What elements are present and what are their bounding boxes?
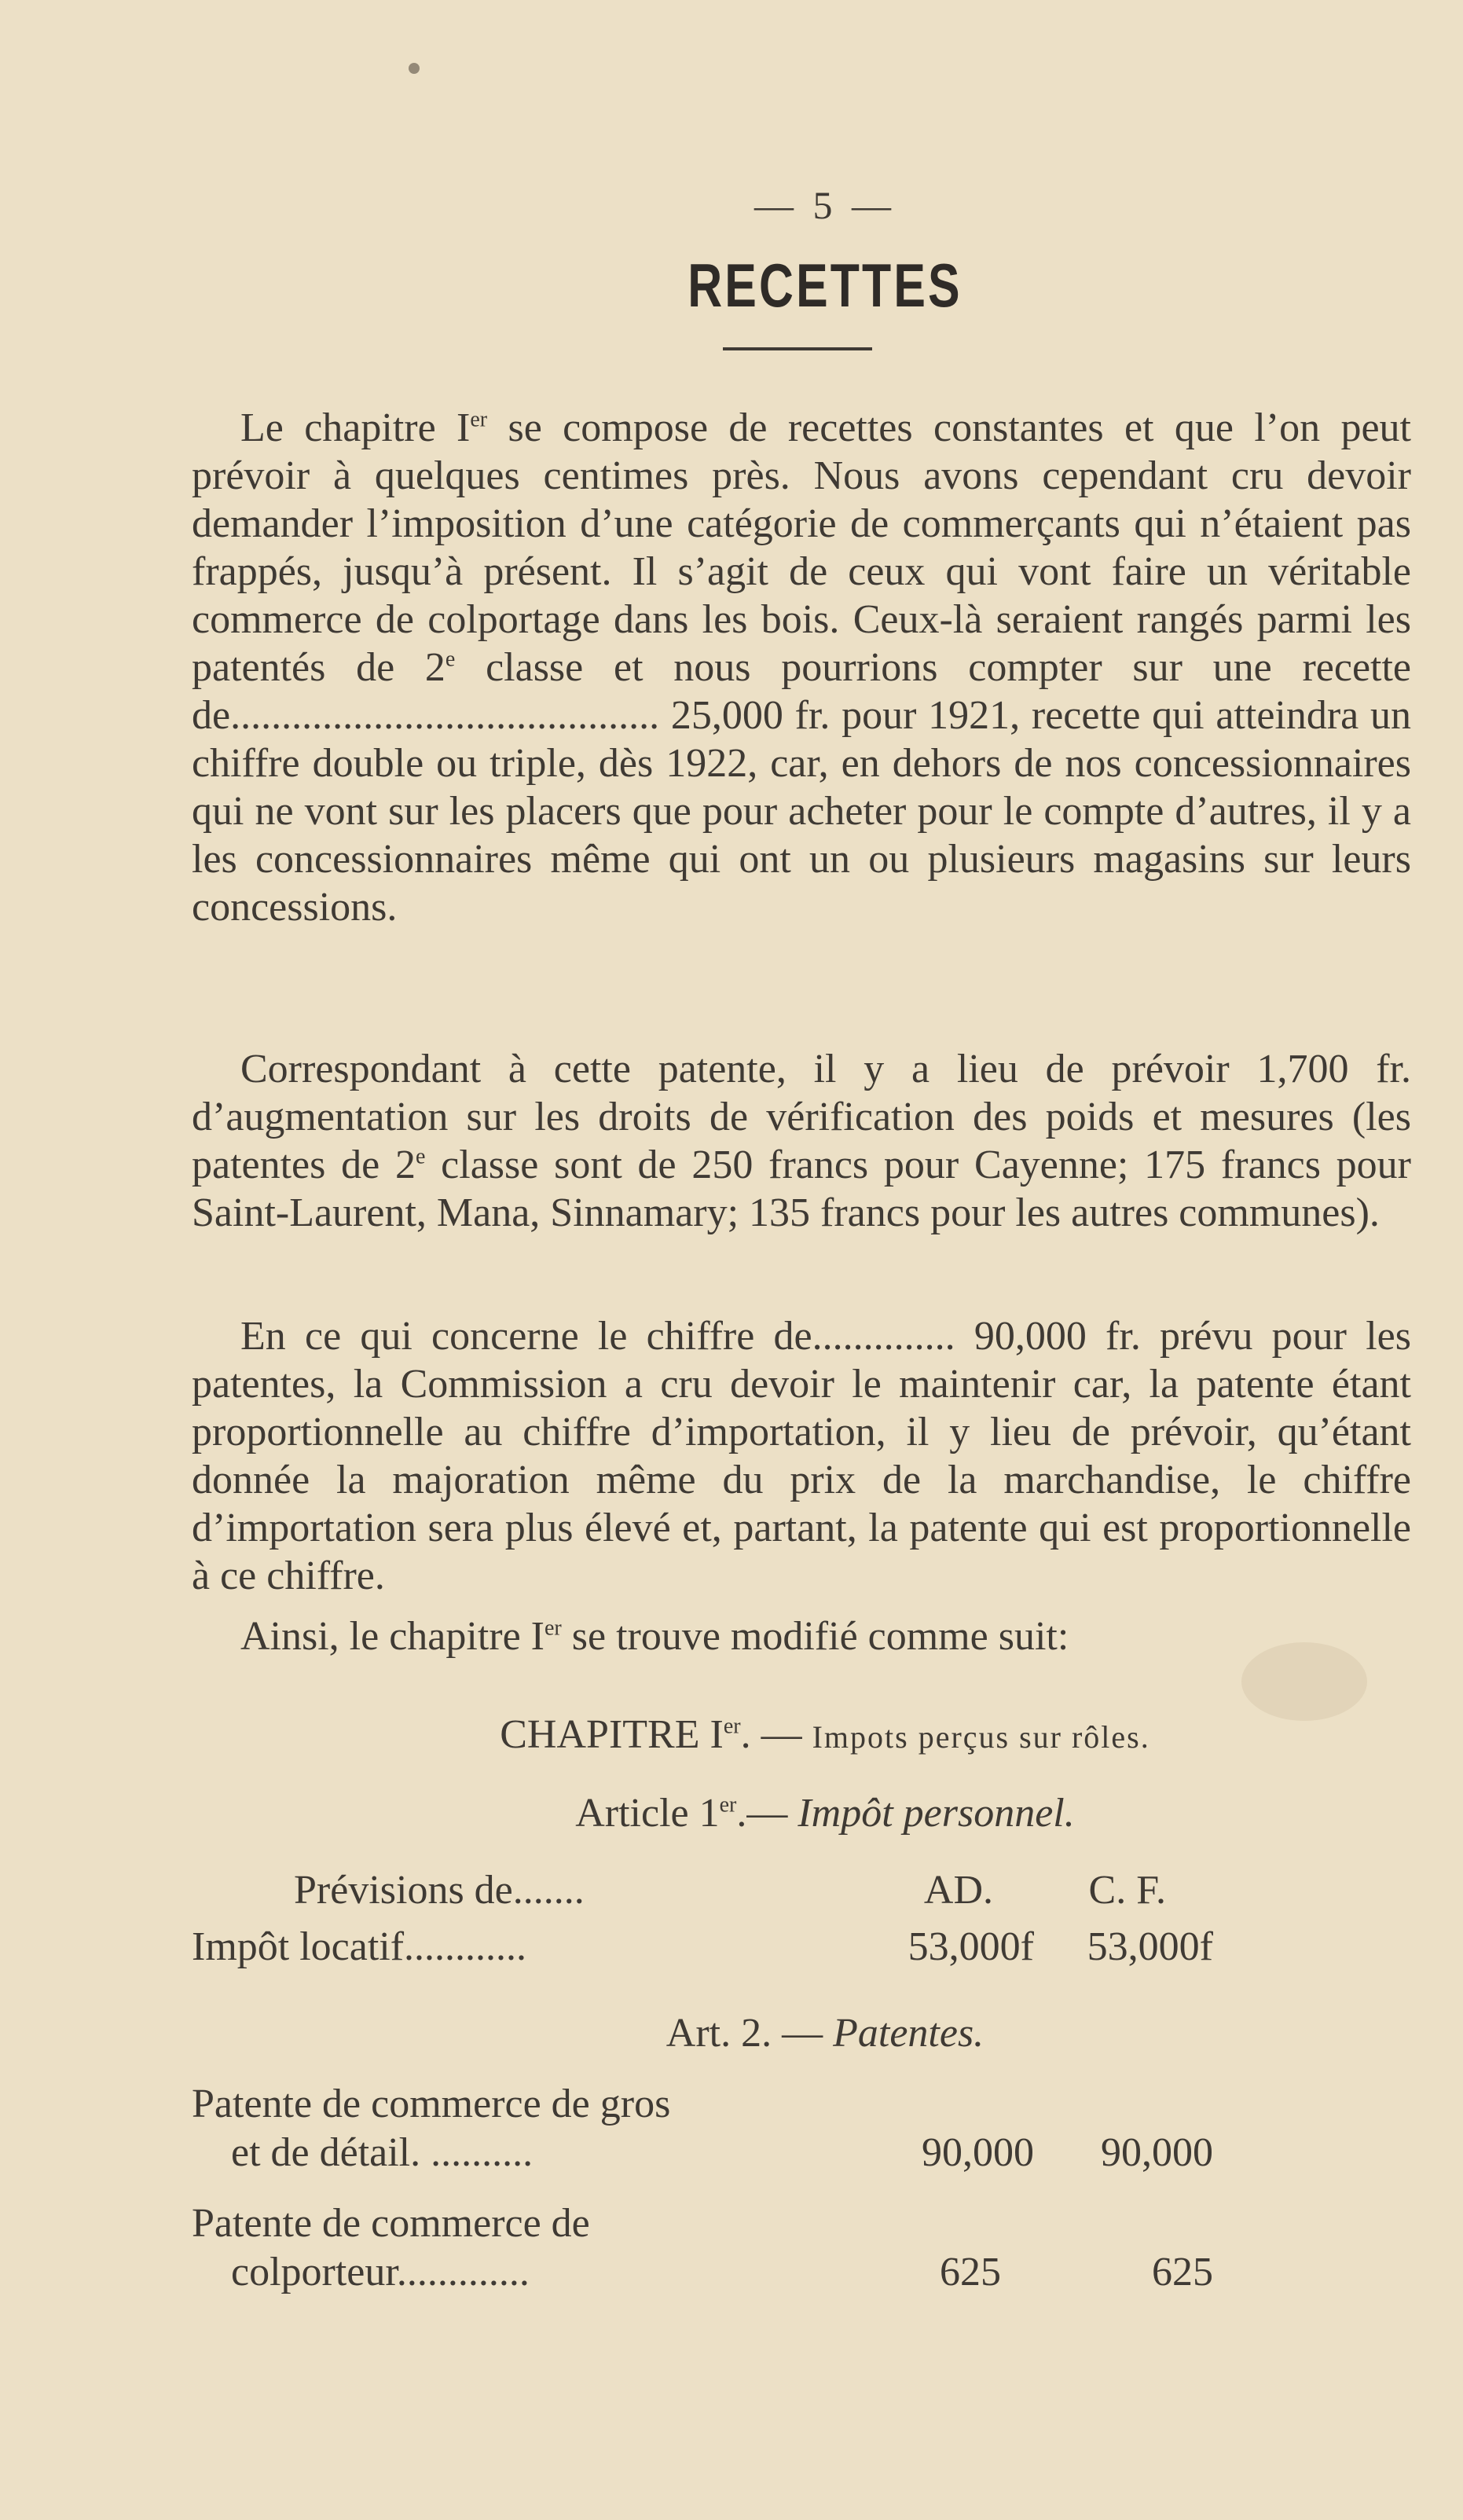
table1-header-col1: AD. bbox=[923, 1868, 993, 1913]
title-underline bbox=[723, 347, 872, 350]
p4-text-b: se trouve modifié comme suit: bbox=[561, 1614, 1069, 1659]
p4-sup: er bbox=[544, 1616, 562, 1641]
table2-row2-label-line1: Patente de commerce de bbox=[192, 2201, 590, 2246]
p1-sup2: e bbox=[445, 647, 456, 672]
chapter-sup: er bbox=[723, 1714, 741, 1739]
page-number: — 5 — bbox=[754, 183, 896, 227]
p4-text-a: Ainsi, le chapitre I bbox=[240, 1614, 544, 1659]
table2-row2-col2: 625 bbox=[1152, 2250, 1213, 2294]
article-1-heading bbox=[0, 1790, 1463, 1836]
paragraph-1 bbox=[192, 404, 1411, 931]
table2-row2-label-line2: colporteur............. bbox=[231, 2250, 530, 2294]
p1-text-c: classe et nous pourrions compter sur une recette de.......................................... 25,000 fr. pour 1921, recette qui atteindra un chiffre double ou triple, dès 1922, car, en dehors de nos concessionnaires qui ne vont sur les placers que pour acheter pour le compte d’autres, il y a les concessionnaires même qui ont un ou plusieurs magasins sur leurs concessions. bbox=[192, 645, 1411, 930]
article-2-heading bbox=[0, 2010, 1463, 2056]
table2-row1-label-line2: et de détail. .......... bbox=[231, 2130, 534, 2175]
p1-text-a: Le chapitre I bbox=[240, 405, 471, 450]
p1-text-b: se compose de recettes constantes et que l’on peut prévoir à quelques centimes près. Nous avons cependant cru devoir demander l’imposition d’une catégorie de commerçants qui n’étaient pas frappés, jusqu’à présent. Il s’agit de ceux qui vont faire un véritable commerce de colportage dans les bois. Ceux-là seraient rangés parmi les patentés de 2 bbox=[192, 405, 1411, 690]
chapter-label: CHAPITRE I bbox=[500, 1712, 724, 1757]
table2-row1-col2: 90,000 bbox=[1101, 2130, 1213, 2175]
article-2-title: Patentes. bbox=[833, 2011, 984, 2056]
p3-text: En ce qui concerne le chiffre de.............. 90,000 fr. prévu pour les patentes, la Commission a cru devoir le maintenir car, la patente étant proportionnelle au chiffre d’importation, il y lieu de prévoir, qu’étant donnée la majoration même du prix de la marchandise, le chiffre d’importation sera plus élevé et, partant, la patente qui est proportionnelle à ce chiffre. bbox=[192, 1314, 1411, 1598]
table1-header-col2: C. F. bbox=[1088, 1868, 1166, 1913]
table2-row-gros bbox=[192, 2081, 1213, 2183]
table1-row-col1: 53,000f bbox=[908, 1924, 1034, 1969]
table1-row-col2: 53,000f bbox=[1087, 1924, 1213, 1969]
p2-text-a: Correspondant à cette patente, il y a lieu de prévoir 1,700 fr. d’augmentation sur les droits de vérification des poids et mesures (les patentes de 2 bbox=[192, 1047, 1411, 1187]
table2-row2-col1: 625 bbox=[940, 2250, 1001, 2294]
chapter-dash: . — bbox=[740, 1712, 812, 1757]
table2-row1-label-line1: Patente de commerce de gros bbox=[192, 2082, 671, 2126]
table2-row1-col1: 90,000 bbox=[922, 2130, 1034, 2175]
paragraph-2 bbox=[192, 1045, 1411, 1237]
article-1-dash: .— bbox=[736, 1791, 798, 1836]
chapter-heading bbox=[0, 1711, 1463, 1758]
p2-text-b: classe sont de 250 francs pour Cayenne; 175 francs pour Saint-Laurent, Mana, Sinnamary; 135 francs pour les autres communes). bbox=[192, 1143, 1411, 1235]
p1-sup: er bbox=[470, 407, 488, 432]
table1-header-label: Prévisions de....... bbox=[294, 1868, 585, 1913]
page-title: RECETTES bbox=[688, 251, 962, 320]
article-1-title: Impôt personnel. bbox=[798, 1791, 1075, 1836]
table1-row-label: Impôt locatif............ bbox=[192, 1924, 527, 1969]
article-1-label: Article 1 bbox=[575, 1791, 720, 1836]
table2-row-colporteur bbox=[192, 2200, 1213, 2302]
ink-speck bbox=[409, 63, 420, 74]
article-1-sup: er bbox=[719, 1792, 737, 1818]
paragraph-3 bbox=[192, 1312, 1411, 1600]
article-2-label: Art. 2. — bbox=[666, 2011, 834, 2056]
p2-sup: e bbox=[415, 1144, 426, 1169]
chapter-subtitle: Impots perçus sur rôles. bbox=[812, 1719, 1150, 1755]
paragraph-4 bbox=[192, 1612, 1411, 1660]
